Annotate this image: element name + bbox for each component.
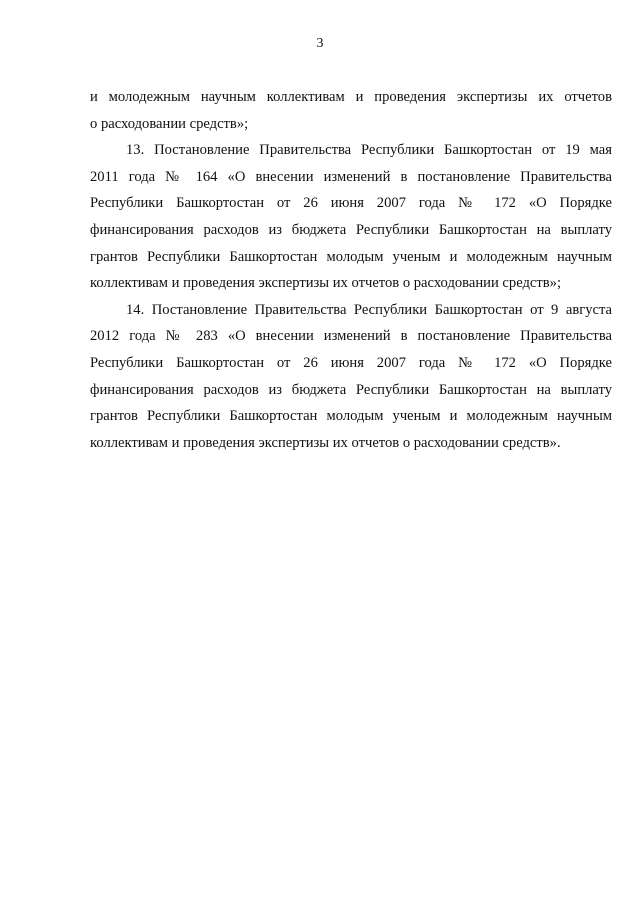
text-line: Республики Башкортостан от 26 июня 2007 года № 172 «О Порядке [90,354,612,371]
paragraph-continuation [90,84,612,137]
text-line: финансирования расходов из бюджета Республики Башкортостан на выплату [90,221,612,238]
text-line: грантов Республики Башкортостан молодым ученым и молодежным научным [90,248,612,265]
text-line: финансирования расходов из бюджета Республики Башкортостан на выплату [90,381,612,398]
paragraph-item-14 [90,297,612,457]
text-line: и молодежным научным коллективам и проведения экспертизы их отчетов [90,89,612,105]
text-line: 2012 года № 283 «О внесении изменений в постановление Правительства [90,328,612,345]
document-body [90,84,612,456]
text-line: коллективам и проведения экспертизы их отчетов о расходовании средств»; [90,275,561,292]
page-number: 3 [316,36,324,51]
text-line: Республики Башкортостан от 26 июня 2007 года № 172 «О Порядке [90,195,612,212]
text-line: коллективам и проведения экспертизы их отчетов о расходовании средств». [90,434,561,451]
text-line: о расходовании средств»; [90,115,249,132]
paragraph-item-13 [90,137,612,297]
text-line: грантов Республики Башкортостан молодым ученым и молодежным научным [90,408,612,425]
text-line: 2011 года № 164 «О внесении изменений в постановление Правительства [90,168,612,185]
text-line: 14. Постановление Правительства Республики Башкортостан от 9 августа [126,301,612,318]
text-line: 13. Постановление Правительства Республики Башкортостан от 19 мая [126,142,612,159]
